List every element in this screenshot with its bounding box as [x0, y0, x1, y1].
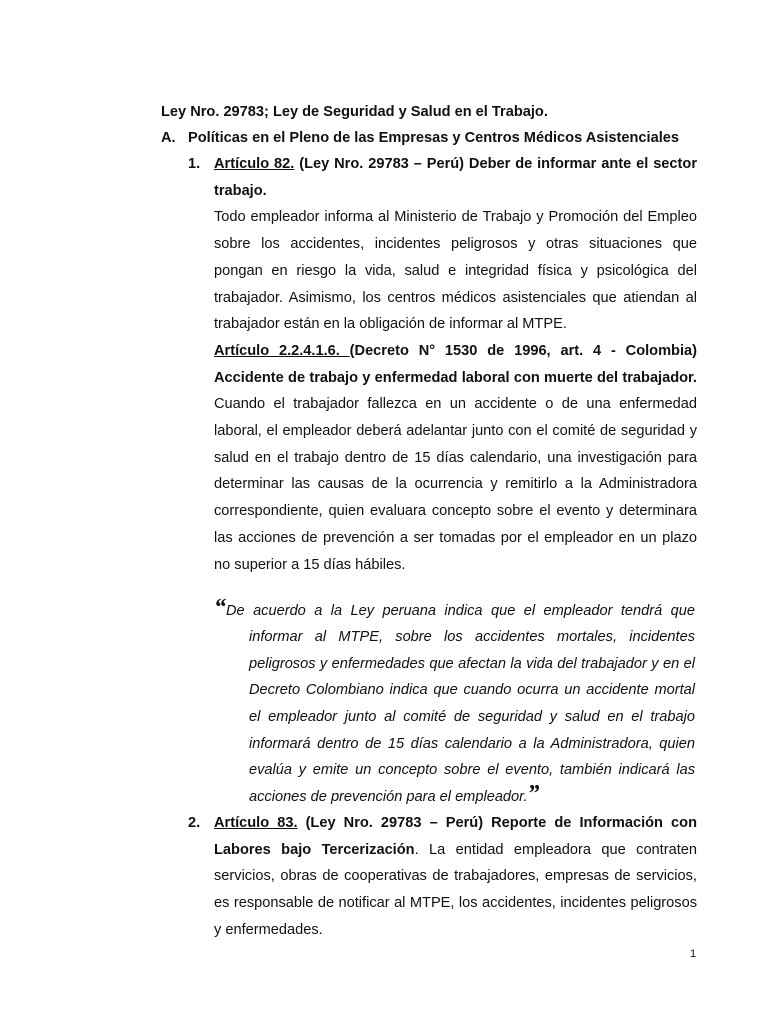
open-quote-mark: “ [214, 594, 226, 621]
list-item-2 [188, 810, 697, 944]
list-item-1 [188, 151, 697, 578]
list-item-2-body [214, 810, 697, 944]
page-number: 1 [690, 948, 697, 960]
article-82-title-text: (Ley Nro. 29783 – Perú) Deber de informar ante el sector trabajo. [214, 156, 697, 199]
article-82-paragraph: Todo empleador informa al Ministerio de Trabajo y Promoción del Empleo sobre los accidentes, incidentes peligrosos y otras situaciones que pongan en riesgo la vida, salud e integridad física y psicológica del trabajador. Asimismo, los centros médicos asistenciales que atiendan al trabajador están en la obligación de informar al MTPE. [214, 209, 697, 333]
article-82-title [214, 151, 697, 204]
article-83-title: (Ley Nro. 29783 – Perú) Reporte de Información con Labores bajo Tercerización [214, 815, 697, 858]
quote-text: De acuerdo a la Ley peruana indica que el empleador tendrá que informar al MTPE, sobre los accidentes mortales, incidentes peligrosos y enfermedades que afectan la vida del trabajador y en el Decreto Colombiano indica que cuando ocurra un accidente mortal el empleador junto al comité de seguridad y salud en el trabajo informará dentro de 15 días calendario a la Administradora, quien evalúa y emite un concepto sobre el evento, también indicará las acciones de prevención para el empleador. [226, 602, 695, 805]
article-82-ref: Artículo 82. [214, 156, 295, 172]
list-item-1-body [214, 151, 697, 578]
article-83-paragraph [214, 810, 697, 944]
section-a-title: Políticas en el Pleno de las Empresas y Centros Médicos Asistenciales [188, 130, 679, 146]
close-quote-mark: ” [527, 780, 540, 807]
section-a-heading [161, 125, 701, 152]
list-item-2-number: 2. [188, 815, 201, 831]
section-a-marker: A. [161, 130, 176, 146]
summary-quote [214, 594, 695, 811]
document-heading: Ley Nro. 29783; Ley de Seguridad y Salud en el Trabajo. [161, 104, 548, 120]
colombia-article-paragraph [214, 338, 697, 578]
list-item-1-number: 1. [188, 156, 201, 172]
colombia-article-ref: Artículo 2.2.4.1.6. [214, 342, 350, 359]
colombia-article-text: Cuando el trabajador fallezca en un accidente o de una enfermedad laboral, el empleador deberá adelantar junto con el comité de seguridad y salud en el trabajo dentro de 15 días calendario, una investigación para determinar las causas de la ocurrencia y remitirlo a la Administradora correspondiente, quien evaluara concepto sobre el evento y determinara las acciones de prevención a ser tomadas por el empleador en un plazo no superior a 15 días hábiles. [214, 396, 697, 573]
article-83-text: . La entidad empleadora que contraten servicios, obras de cooperativas de trabajadores, empresas de servicios, es responsable de notificar al MTPE, los accidentes, incidentes peligrosos y enfermedades. [214, 841, 697, 938]
colombia-article-title: (Decreto N° 1530 de 1996, art. 4 - Colombia) Accidente de trabajo y enfermedad laboral con muerte del trabajador. [214, 342, 697, 386]
article-83-ref: Artículo 83. [214, 815, 298, 831]
